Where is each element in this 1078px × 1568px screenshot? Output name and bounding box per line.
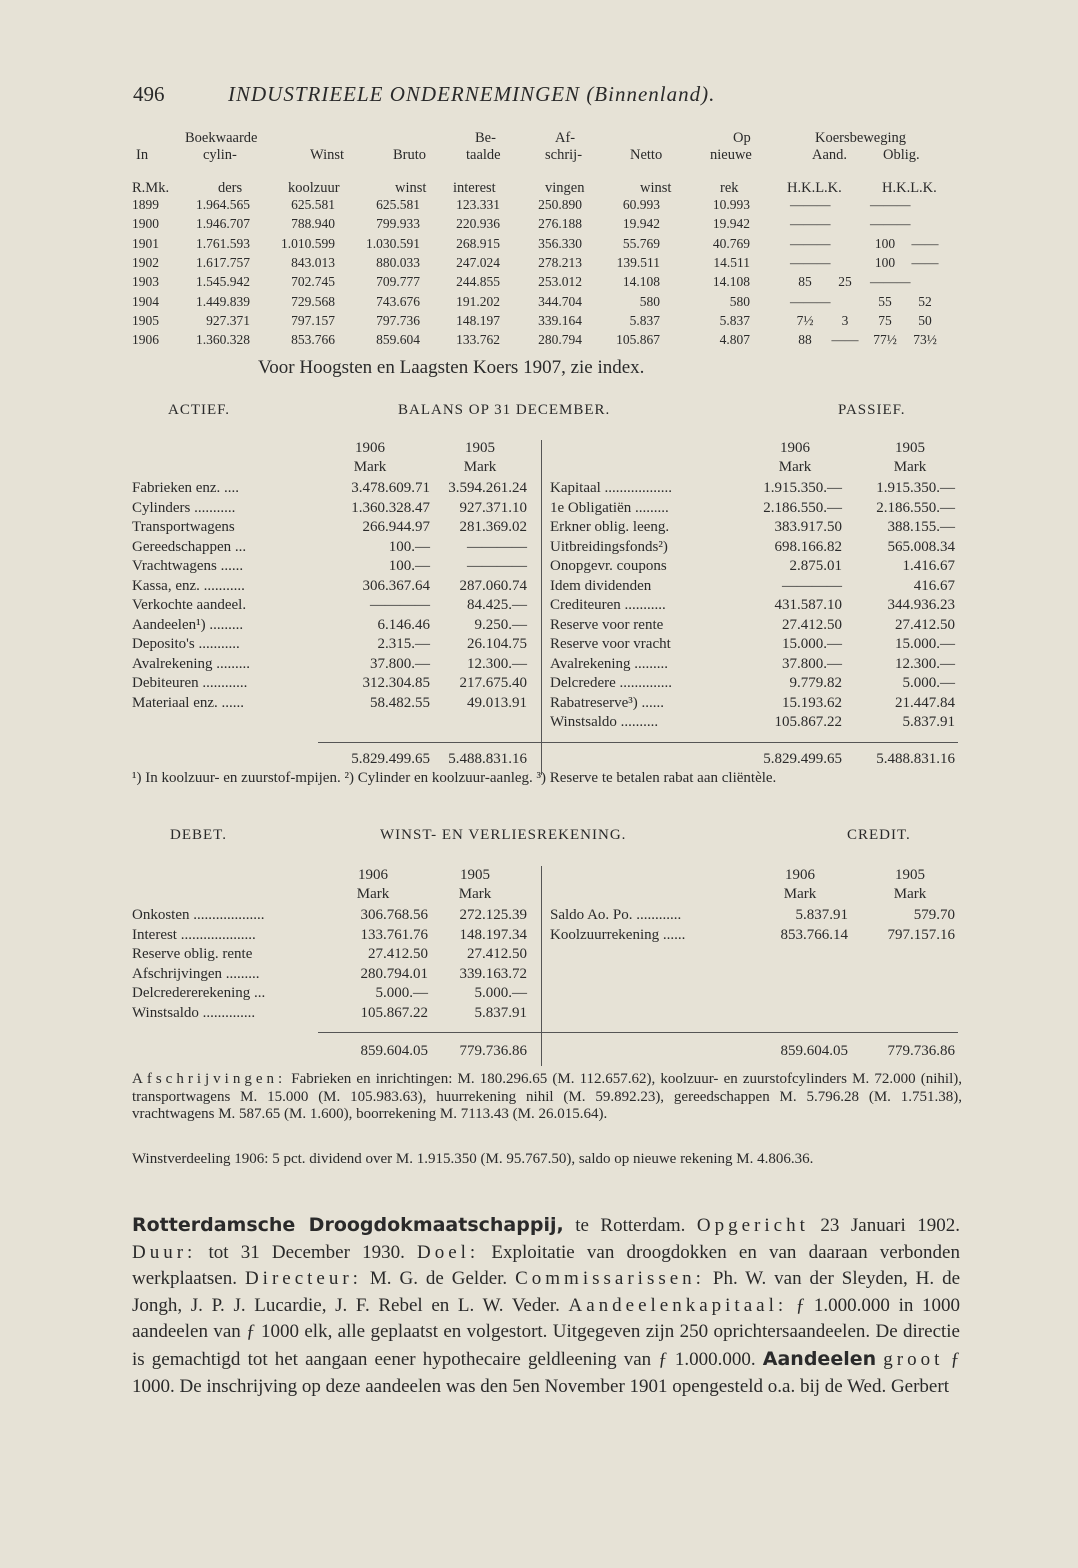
table-header-cell: koolzuur: [288, 180, 340, 196]
row-label: Onopgevr. coupons: [550, 558, 667, 574]
row-label: Avalrekening .........: [550, 655, 669, 672]
table-header-cell: winst: [395, 180, 427, 196]
table-cell: 702.745: [291, 274, 335, 290]
table-cell: 77½: [873, 332, 897, 348]
row-value: 133.761.76: [360, 926, 428, 943]
afschrijvingen-label: Afschrijvingen:: [132, 1071, 287, 1087]
table-header-cell: winst: [640, 180, 672, 196]
row-value: 306.367.64: [362, 577, 430, 594]
winstverdeeling-note: Winstverdeeling 1906: 5 pct. dividend over M. 1.915.350 (M. 95.767.50), saldo op nieuwe rekening M. 4.806.36.: [132, 1151, 814, 1167]
year-header: 1906: [780, 440, 810, 456]
table-cell: 14.511: [713, 254, 750, 270]
total-rule: [318, 1032, 958, 1033]
aandeelen-text: ƒ 1000. De inschrijving op deze aandeelen was den 5en November 1901 opengesteld o.a. bij de Wed. Gerbert: [132, 1348, 961, 1397]
row-value: 6.146.46: [377, 616, 430, 633]
row-value: 2.186.550.—: [763, 499, 842, 516]
row-value: 5.000.—: [375, 985, 428, 1001]
row-value: 579.70: [913, 907, 955, 923]
year-header: 1906: [358, 867, 388, 883]
table-cell: 580: [639, 293, 660, 309]
table-cell: ———: [790, 254, 831, 270]
row-label: Reserve voor vracht: [550, 636, 671, 652]
table-cell: 148.197: [456, 312, 500, 328]
row-value: 9.779.82: [789, 675, 842, 691]
row-label: Deposito's ...........: [132, 636, 240, 652]
table-cell: 60.993: [622, 197, 660, 212]
table-cell: 133.762: [456, 332, 500, 348]
row-label: Kapitaal ..................: [550, 480, 673, 496]
table-cell: ———: [870, 216, 911, 232]
table-header-cell: taalde: [466, 147, 501, 163]
table-cell: 1906: [132, 332, 159, 348]
row-value: 15.000.—: [895, 636, 955, 652]
row-value: 797.157.16: [887, 926, 955, 943]
table-cell: 220.936: [456, 216, 500, 232]
row-value: 306.768.56: [360, 907, 428, 923]
doel-label: Doel:: [416, 1241, 480, 1263]
table-cell: 253.012: [538, 274, 582, 290]
table-header-cell: ders: [218, 180, 243, 196]
table-cell: 250.890: [538, 197, 582, 212]
row-value: 1.915.350.—: [763, 480, 842, 496]
row-label: Reserve oblig. rente: [132, 946, 253, 962]
row-label: Delcredere ..............: [550, 675, 673, 691]
balans-heading: BALANS OP 31 DECEMBER.: [398, 402, 611, 418]
row-value: ————: [782, 577, 842, 594]
row-value: 100.—: [388, 538, 430, 555]
unit-header: Mark: [778, 459, 812, 475]
table-cell: 73½: [913, 332, 937, 348]
afschrijvingen-note: [132, 1071, 962, 1124]
total-value: 779.736.86: [887, 1043, 955, 1059]
table-cell: 344.704: [538, 293, 582, 309]
year-header: 1905: [460, 867, 490, 883]
table-header-cell: cylin-: [203, 147, 237, 163]
row-value: 58.482.55: [370, 694, 430, 711]
row-value: 84.425.—: [467, 597, 527, 613]
row-value: 9.250.—: [474, 616, 527, 633]
row-value: 37.800.—: [782, 655, 842, 672]
table-cell: 799.933: [376, 216, 420, 232]
row-value: 3.478.609.71: [351, 480, 430, 496]
doel-text: Exploitatie van droogdokken en van daaraan verbonden werkplaatsen.: [132, 1241, 960, 1290]
total-value: 5.488.831.16: [448, 751, 527, 767]
table-cell: 100: [874, 254, 896, 270]
row-value: ————: [370, 597, 430, 613]
row-value: 1.915.350.—: [876, 480, 955, 496]
table-header-cell: Koersbeweging: [815, 130, 907, 146]
table-cell: ———: [790, 216, 831, 232]
table-cell: 75: [878, 312, 892, 328]
table-header-cell: Winst: [310, 147, 345, 163]
table-header-cell: In: [136, 147, 149, 163]
table-cell: ———: [870, 274, 911, 290]
table-cell: 7½: [796, 312, 814, 328]
row-label: Transportwagens: [132, 519, 235, 535]
row-label: Idem dividenden: [550, 577, 652, 594]
row-label: Afschrijvingen .........: [132, 965, 260, 982]
row-value: 565.008.34: [887, 538, 955, 555]
table-header-cell: Boekwaarde: [185, 130, 258, 146]
table-header-cell: Netto: [630, 147, 663, 163]
table-cell: 139.511: [616, 254, 660, 270]
table-cell: 4.807: [719, 332, 750, 348]
table-cell: 729.568: [291, 293, 335, 309]
row-value: 853.766.14: [780, 926, 848, 943]
table-header-cell: Aand.: [812, 147, 848, 163]
table-cell: 5.837: [719, 312, 750, 328]
row-value: 49.013.91: [467, 694, 527, 711]
table-cell: 123.331: [456, 197, 500, 212]
row-label: Interest ....................: [132, 926, 256, 943]
table-cell: 191.202: [456, 293, 500, 309]
table-cell: 85: [798, 274, 812, 290]
table-cell: 339.164: [538, 312, 582, 328]
groot-label: groot: [883, 1348, 944, 1370]
afschrijvingen-text: Fabrieken en inrichtingen: M. 180.296.65 (M. 112.657.62), koolzuur- en zuurstofcylinders M. 72.000 (nihil), transportwagens M. 15.000 (M. 105.983.63), huurrekening nihil (M. 59.892.23), gereedschappen M. 5.796.28 (M. 1.751.38), vrachtwagens M. 587.65 (M. 1.600), boorrekening M. 7113.43 (M. 26.015.64).: [132, 1071, 962, 1122]
table-header-cell: Af-: [555, 130, 576, 146]
table-cell: 276.188: [538, 216, 582, 232]
duur-label: Duur:: [132, 1241, 197, 1263]
table-cell: 40.769: [712, 235, 750, 251]
row-value: 21.447.84: [895, 694, 955, 711]
table-cell: 356.330: [538, 235, 582, 251]
table-header-cell: interest: [453, 180, 496, 196]
table-cell: 19.942: [622, 216, 660, 232]
table-cell: 5.837: [629, 312, 660, 328]
row-value: ————: [467, 558, 527, 574]
row-value: 27.412.50: [782, 616, 842, 633]
row-label: Verkochte aandeel.: [132, 597, 247, 613]
balans-passief-heading: PASSIEF.: [838, 402, 906, 418]
row-label: Crediteuren ...........: [550, 597, 666, 613]
running-title: INDUSTRIEELE ONDERNEMINGEN (Binnenland).: [228, 82, 716, 106]
winst-credit-heading: CREDIT.: [847, 827, 911, 843]
year-header: 1906: [355, 440, 385, 456]
row-value: 698.166.82: [774, 538, 842, 555]
table-cell: 278.213: [538, 254, 582, 270]
row-value: 12.300.—: [895, 655, 955, 672]
total-rule: [318, 742, 958, 743]
table-header-cell: rek: [720, 180, 739, 196]
company-paragraph: [132, 1212, 960, 1400]
unit-header: Mark: [356, 886, 390, 902]
table-cell: 1.545.942: [196, 274, 250, 290]
table-cell: 3: [841, 312, 849, 328]
row-label: Onkosten ...................: [132, 907, 265, 923]
table-cell: ——: [911, 254, 939, 270]
table-cell: 244.855: [456, 274, 500, 290]
year-header: 1905: [465, 440, 495, 456]
row-label: Avalrekening .........: [132, 655, 251, 672]
row-value: 27.412.50: [467, 946, 527, 962]
row-value: ————: [467, 538, 527, 555]
row-label: Delcredererekening ...: [132, 985, 266, 1001]
row-value: 280.794.01: [360, 965, 428, 982]
row-value: 3.594.261.24: [448, 480, 527, 496]
commissarissen-text: Ph. W. van der Sleyden, H. de Jongh, J. P. J. Lucardie, J. F. Rebel en L. W. Veder.: [132, 1268, 961, 1316]
row-value: 1.416.67: [902, 558, 955, 574]
table-header-cell: H.K.L.K.: [882, 180, 937, 196]
directeur-text: M. G. de Gelder.: [361, 1268, 516, 1290]
row-value: 312.304.85: [362, 675, 430, 691]
unit-header: Mark: [463, 459, 497, 475]
winst-heading: WINST- EN VERLIESREKENING.: [380, 827, 627, 843]
row-value: 388.155.—: [887, 519, 955, 535]
row-value: 2.875.01: [789, 558, 842, 574]
row-value: 1.360.328.47: [351, 499, 430, 516]
row-value: 281.369.02: [459, 519, 527, 535]
total-value: 859.604.05: [360, 1043, 428, 1059]
table-header-cell: nieuwe: [710, 147, 752, 163]
table-cell: ——: [831, 332, 859, 348]
row-label: Koolzuurrekening ......: [550, 926, 686, 943]
table-cell: ——: [911, 235, 939, 251]
year-header: 1905: [895, 440, 925, 456]
total-value: 779.736.86: [459, 1043, 527, 1059]
table-cell: 927.371: [206, 312, 250, 328]
row-label: Uitbreidingsfonds²): [550, 538, 668, 555]
table-header-cell: R.Mk.: [132, 180, 170, 196]
table-cell: 1.010.599: [281, 235, 335, 251]
row-value: 272.125.39: [459, 907, 527, 923]
table-cell: 1.761.593: [196, 235, 250, 251]
row-value: 339.163.72: [459, 965, 527, 982]
company-location: te Rotterdam.: [563, 1215, 697, 1236]
table-cell: 625.581: [291, 197, 335, 212]
table-cell: 743.676: [376, 293, 420, 309]
table-cell: 14.108: [622, 274, 660, 290]
column-divider: [541, 866, 542, 1066]
row-value: 5.000.—: [474, 985, 527, 1001]
kapitaal-text: ƒ 1.000.000 in 1000 aandeelen van ƒ 1000 elk, alle geplaatst en volgestort. Uitgegeven zijn 250 oprichtersaandeelen. De directie is gemachtigd tot het aangaan eener hypothecaire geldleening van ƒ 1.000.000.: [132, 1294, 961, 1370]
year-header: 1906: [785, 867, 815, 883]
row-value: 5.837.91: [902, 714, 955, 730]
table-cell: 1904: [132, 293, 159, 309]
row-value: 5.000.—: [902, 675, 955, 691]
commissarissen-label: Commissarissen:: [515, 1268, 705, 1290]
table-cell: 859.604: [376, 332, 420, 348]
table-cell: 88: [798, 332, 812, 348]
table-cell: 880.033: [376, 254, 420, 270]
table-cell: 14.108: [712, 274, 750, 290]
aandeelen-label: Aandeelen: [762, 1347, 877, 1370]
table-cell: 797.157: [291, 312, 335, 328]
row-label: Rabatreserve³) ......: [550, 694, 665, 711]
company-name: Rotterdamsche Droogdokmaatschappij,: [132, 1214, 564, 1236]
table-header-cell: Bruto: [393, 147, 427, 163]
row-value: 27.412.50: [895, 616, 955, 633]
row-value: 927.371.10: [459, 499, 527, 516]
year-header: 1905: [895, 867, 925, 883]
total-value: 5.829.499.65: [351, 751, 430, 767]
table-cell: 625.581: [376, 197, 420, 212]
koers-note: Voor Hoogsten en Laagsten Koers 1907, zie index.: [258, 357, 645, 378]
balans-footnote: ¹) In koolzuur- en zuurstof-mpijen. ²) Cylinder en koolzuur-aanleg. ³) Reserve te betalen rabat aan cliëntèle.: [132, 770, 777, 786]
table-cell: 1.964.565: [196, 197, 250, 212]
row-value: 148.197.34: [459, 926, 527, 943]
table-header-cell: vingen: [545, 180, 585, 196]
row-value: 15.000.—: [782, 636, 842, 652]
row-value: 27.412.50: [368, 946, 428, 962]
directeur-label: Directeur:: [244, 1268, 362, 1290]
table-cell: 580: [729, 293, 750, 309]
table-header-cell: Oblig.: [883, 147, 920, 163]
table-cell: 55: [878, 293, 892, 309]
row-label: Saldo Ao. Po. ............: [550, 907, 682, 923]
table-header-cell: Be-: [475, 130, 496, 146]
table-cell: 843.013: [291, 254, 335, 270]
row-value: 5.837.91: [474, 1004, 527, 1021]
unit-header: Mark: [893, 459, 927, 475]
row-label: Erkner oblig. leeng.: [550, 519, 670, 535]
unit-header: Mark: [458, 886, 492, 902]
row-label: Cylinders ...........: [132, 499, 236, 516]
row-value: 2.186.550.—: [876, 499, 955, 516]
row-label: Reserve voor rente: [550, 616, 664, 633]
unit-header: Mark: [783, 886, 817, 902]
row-value: 2.315.—: [377, 636, 430, 652]
table-cell: 1903: [132, 274, 159, 290]
row-label: Kassa, enz. ...........: [132, 577, 245, 594]
row-value: 15.193.62: [782, 694, 842, 711]
row-label: Fabrieken enz. ....: [132, 480, 240, 496]
table-cell: 100: [874, 235, 896, 251]
row-value: 5.837.91: [795, 907, 848, 923]
table-cell: 1.946.707: [196, 216, 250, 232]
table-cell: ———: [790, 293, 831, 309]
balans-actief-heading: ACTIEF.: [168, 402, 231, 418]
duur-text: tot 31 December 1930.: [196, 1241, 417, 1263]
row-label: Gereedschappen ...: [132, 538, 247, 555]
opgericht-date: 23 Januari 1902.: [808, 1215, 960, 1236]
row-value: 217.675.40: [459, 675, 527, 691]
row-label: Vrachtwagens ......: [132, 558, 244, 574]
table-cell: 25: [838, 274, 852, 290]
table-cell: ———: [870, 197, 911, 212]
table-header-cell: schrij-: [545, 147, 583, 163]
row-label: Winstsaldo ..........: [550, 714, 659, 730]
table-cell: 268.915: [456, 235, 500, 251]
row-value: 266.944.97: [362, 519, 430, 535]
table-cell: 1.030.591: [366, 235, 420, 251]
table-cell: 1902: [132, 254, 159, 270]
row-value: 287.060.74: [459, 577, 527, 594]
row-value: 431.587.10: [774, 597, 842, 613]
table-cell: 280.794: [538, 332, 582, 348]
table-cell: 853.766: [291, 332, 335, 348]
table-cell: 1901: [132, 235, 159, 251]
table-cell: 19.942: [712, 216, 750, 232]
table-cell: 709.777: [376, 274, 420, 290]
total-value: 5.488.831.16: [876, 751, 955, 767]
row-value: 416.67: [913, 577, 955, 594]
table-cell: ———: [790, 197, 831, 212]
row-label: Debiteuren ............: [132, 675, 248, 691]
table-cell: 797.736: [376, 312, 420, 328]
table-header-cell: Op: [733, 130, 751, 146]
table-header-cell: H.K.L.K.: [787, 180, 842, 196]
unit-header: Mark: [893, 886, 927, 902]
row-value: 105.867.22: [774, 714, 842, 730]
table-cell: 1.449.839: [196, 293, 250, 309]
total-value: 859.604.05: [780, 1043, 848, 1059]
row-label: Winstsaldo ..............: [132, 1004, 256, 1021]
table-cell: 788.940: [291, 216, 335, 232]
table-cell: 1899: [132, 197, 159, 212]
table-cell: 10.993: [712, 197, 750, 212]
row-value: 100.—: [388, 558, 430, 574]
row-value: 26.104.75: [467, 636, 527, 652]
opgericht-label: Opgericht: [696, 1215, 809, 1236]
table-cell: 1.360.328: [196, 332, 250, 348]
row-value: 12.300.—: [467, 655, 527, 672]
row-label: Aandeelen¹) .........: [132, 616, 244, 633]
column-divider: [541, 440, 542, 775]
table-cell: ———: [790, 235, 831, 251]
row-label: Materiaal enz. ......: [132, 694, 245, 711]
row-value: 37.800.—: [370, 655, 430, 672]
table-cell: 105.867: [616, 332, 660, 348]
kapitaal-label: Aandeelenkapitaal:: [568, 1294, 788, 1316]
total-value: 5.829.499.65: [763, 751, 842, 767]
row-label: 1e Obligatiën .........: [550, 499, 669, 516]
page-number: 496: [133, 82, 165, 106]
table-cell: 1.617.757: [196, 254, 250, 270]
table-cell: 247.024: [456, 254, 500, 270]
winst-debet-heading: DEBET.: [170, 827, 227, 843]
table-cell: 1900: [132, 216, 159, 232]
table-cell: 52: [918, 293, 932, 309]
row-value: 383.917.50: [774, 519, 842, 535]
row-value: 344.936.23: [887, 597, 955, 613]
table-cell: 1905: [132, 312, 159, 328]
row-value: 105.867.22: [360, 1004, 428, 1021]
unit-header: Mark: [353, 459, 387, 475]
table-cell: 55.769: [622, 235, 660, 251]
table-cell: 50: [918, 312, 932, 328]
